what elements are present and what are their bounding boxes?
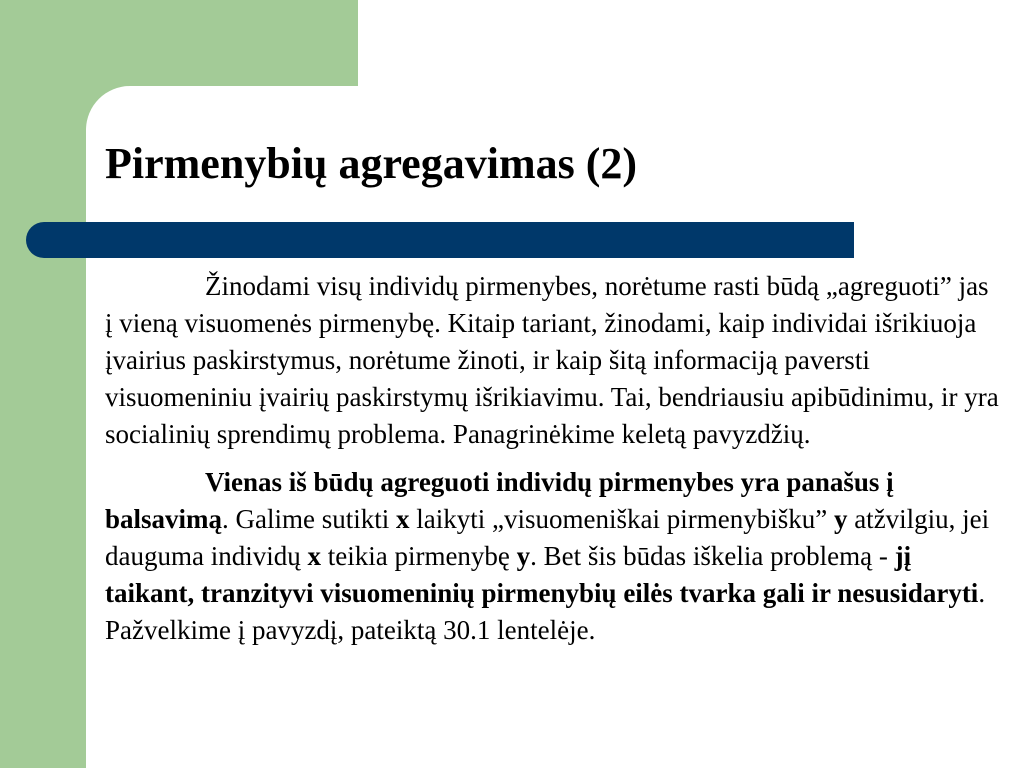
paragraph-2-text-4: teikia pirmenybę: [320, 541, 517, 571]
paragraph-1-text: Žinodami visų individų pirmenybes, norėtume rasti būdą „agreguoti” jas į vieną visuomenės pirmenybę. Kitaip tariant, žinodami, kaip individai išrikiuoja įvairius paskirstymus, norėtume žinoti, ir kaip šitą informaciją paversti visuomeniniu įvairių paskirstymų išrikiavimu. Tai, bendriausiu apibūdinimu, ir yra socialinių sprendimų problema. Panagrinėkime keletą pavyzdžių.: [105, 271, 999, 449]
title-underline-bar: [26, 222, 854, 258]
paragraph-2-text-3: atžvilgiu, jei dauguma individų: [105, 504, 990, 571]
paragraph-2-bold-conclusion: jį taikant, tranzityvi visuomeninių pirmenybių eilės tvarka gali ir nesusidaryti: [105, 541, 979, 608]
paragraph-1: [105, 268, 1000, 453]
paragraph-2: [105, 464, 1000, 649]
paragraph-2-text-5: . Bet šis būdas iškelia problemą -: [530, 541, 895, 571]
variable-y: y: [833, 504, 848, 534]
paragraph-2-text-6: . Pažvelkime į pavyzdį, pateiktą 30.1 lentelėje.: [105, 578, 986, 645]
paragraph-2-bold-lead: Vienas iš būdų agreguoti individų pirmenybes yra panašus į balsavimą: [105, 467, 894, 534]
variable-x: x: [307, 541, 321, 571]
paragraph-2-text-1: . Galime sutikti: [222, 504, 397, 534]
slide-body: [105, 268, 1000, 649]
paragraph-2-text-2: laikyti „visuomeniškai pirmenybišku”: [409, 504, 834, 534]
variable-y: y: [516, 541, 531, 571]
slide-title: Pirmenybių agregavimas (2): [105, 139, 638, 188]
variable-x: x: [396, 504, 410, 534]
